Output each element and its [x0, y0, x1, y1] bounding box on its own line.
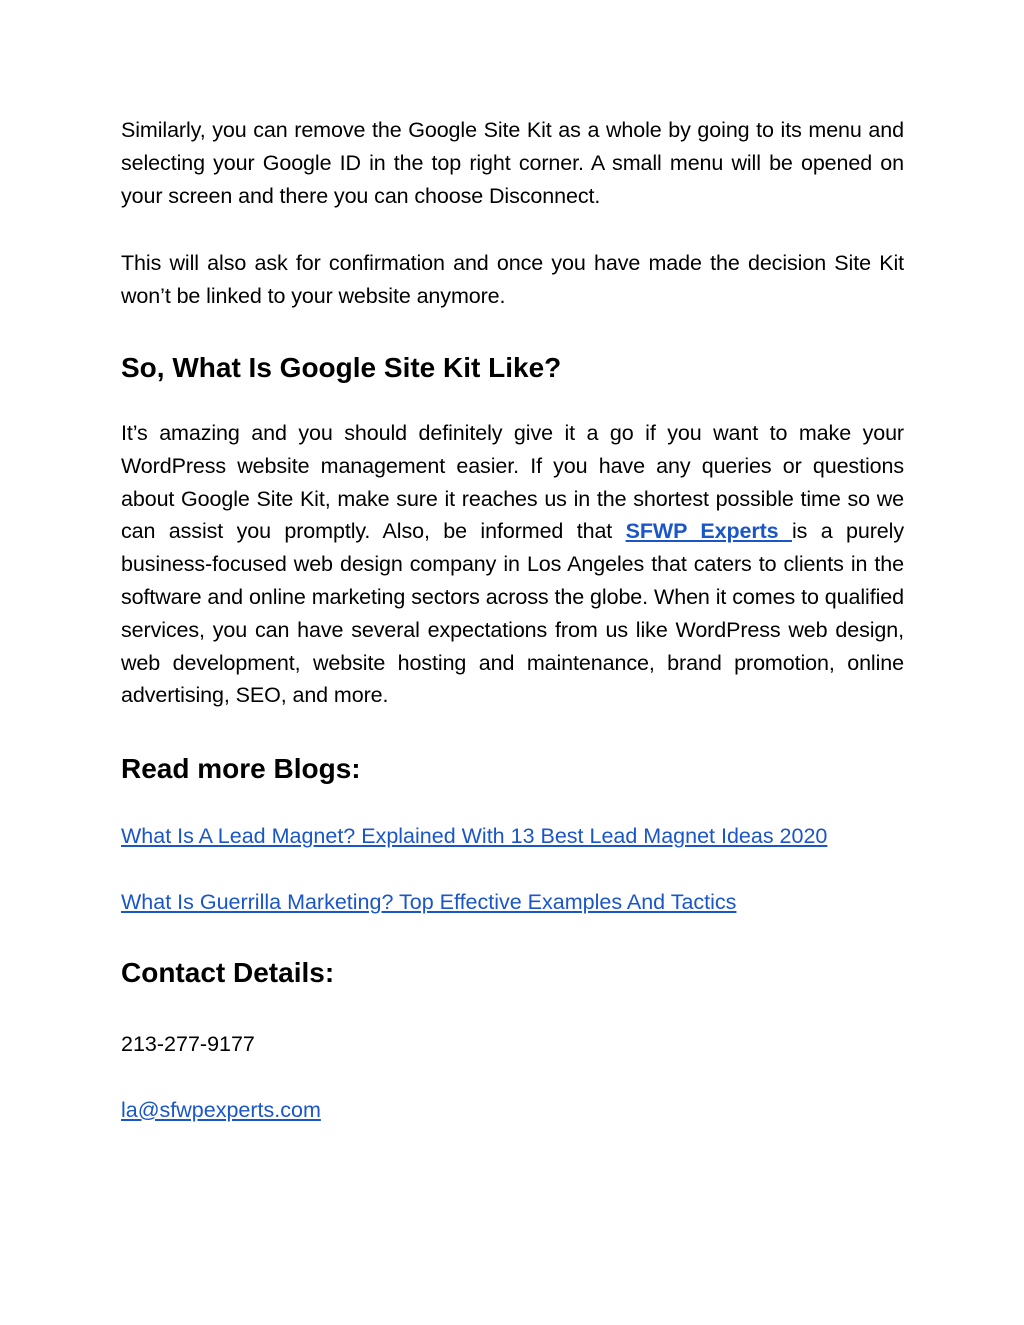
heading-what-is-site-kit: So, What Is Google Site Kit Like?	[121, 351, 562, 383]
sfwp-experts-link[interactable]: SFWP Experts	[625, 519, 792, 544]
heading-read-more-blogs: Read more Blogs:	[121, 753, 361, 785]
paragraph-remove-site-kit: Similarly, you can remove the Google Site Kit as a whole by going to its menu and selecting your Google ID in the top right corner. A small menu will be opened on your screen and there you can choose Disconnect.	[121, 118, 904, 208]
paragraph-conclusion-text-start: It’s amazing and you should definitely give it a go if you want to make your WordPress website management easier. If you have any queries or questions about Google Site Kit, make sure it reaches us in the shortest possible time so we can assist you promptly. Also, be informed that	[121, 420, 904, 544]
heading-contact-details: Contact Details:	[121, 956, 335, 988]
blog-link-guerrilla-marketing[interactable]: What Is Guerrilla Marketing? Top Effective Examples And Tactics	[121, 889, 737, 914]
blog-link-lead-magnet[interactable]: What Is A Lead Magnet? Explained With 13 Best Lead Magnet Ideas 2020	[121, 824, 828, 849]
document-page	[121, 114, 904, 1126]
contact-email-link[interactable]: la@sfwpexperts.com	[121, 1097, 321, 1122]
paragraph-conclusion-text-end: is a purely business-focused web design company in Los Angeles that caters to clients in the software and online marketing sectors across the globe. When it comes to qualified services, you can have several expectations from us like WordPress web design, web development, website hosting and maintenance, brand promotion, online advertising, SEO, and more.	[121, 519, 904, 708]
paragraph-confirmation: This will also ask for confirmation and once you have made the decision Site Kit won’t be linked to your website anymore.	[121, 251, 904, 309]
paragraph-conclusion	[121, 417, 904, 712]
contact-phone: 213-277-9177	[121, 1031, 255, 1056]
